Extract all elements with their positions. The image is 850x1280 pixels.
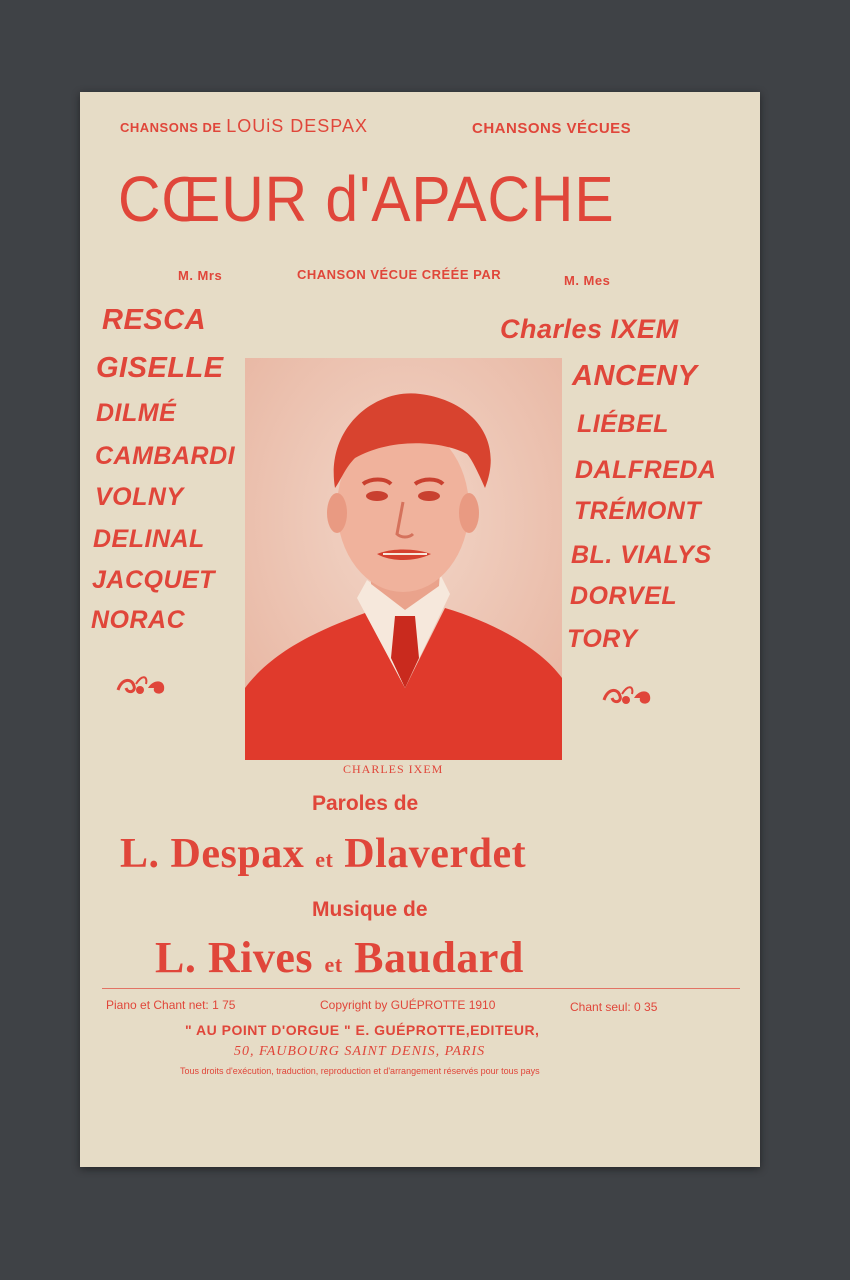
performer-left-2: GISELLE (96, 352, 224, 384)
performer-right-1: Charles IXEM (500, 314, 679, 344)
composer-a: L. Rives (155, 933, 313, 982)
performer-right-4: DALFREDA (575, 456, 717, 484)
performer-right-2: ANCENY (572, 360, 698, 392)
lyricist-et: et (315, 847, 334, 872)
lyricist-a: L. Despax (120, 831, 305, 877)
performer-right-3: LIÉBEL (577, 410, 669, 438)
header-right: CHANSONS VÉCUES (472, 120, 632, 137)
performer-right-7: DORVEL (570, 582, 678, 610)
song-title: CŒUR d'APACHE (118, 163, 615, 235)
price-voice: Chant seul: 0 35 (570, 1000, 658, 1014)
performer-left-5: VOLNY (95, 483, 184, 511)
performer-left-8: NORAC (91, 606, 186, 634)
performer-left-4: CAMBARDI (95, 442, 236, 470)
footer-divider (102, 988, 740, 989)
performer-left-6: DELINAL (93, 525, 205, 553)
performer-left-7: JACQUET (92, 566, 215, 594)
header-prefix: CHANSONS DE (120, 120, 222, 135)
header-author: LOUiS DESPAX (226, 116, 368, 136)
composer-b: Baudard (354, 933, 524, 982)
publisher-address: 50, FAUBOURG SAINT DENIS, PARIS (234, 1044, 486, 1059)
performer-right-5: TRÉMONT (574, 497, 702, 525)
portrait-photo (245, 358, 562, 760)
floral-ornament-left (114, 672, 170, 698)
sheet-music-cover (80, 92, 760, 1167)
header-left (120, 116, 368, 137)
subheader-left: M. Mrs (178, 268, 223, 283)
rights-notice: Tous droits d'exécution, traduction, reproduction et d'arrangement réservés pour tous pays (180, 1066, 540, 1076)
composers (155, 932, 524, 983)
lyricists (120, 830, 526, 878)
floral-ornament-right (600, 682, 656, 708)
lyricist-b: Dlaverdet (344, 831, 527, 877)
performer-right-8: TORY (567, 625, 638, 653)
subheader-right: M. Mes (564, 273, 611, 288)
portrait-caption: CHARLES IXEM (343, 762, 444, 776)
lyrics-label: Paroles de (312, 792, 419, 815)
performer-right-6: BL. VIALYS (571, 541, 712, 569)
portrait-illustration (245, 358, 562, 760)
music-label: Musique de (312, 898, 428, 921)
performer-left-3: DILMÉ (96, 399, 177, 427)
publisher: " AU POINT D'ORGUE " E. GUÉPROTTE,EDITEUR, (185, 1022, 540, 1038)
price-piano: Piano et Chant net: 1 75 (106, 998, 236, 1012)
subheader-center: CHANSON VÉCUE CRÉÉE PAR (297, 267, 502, 282)
performer-left-1: RESCA (102, 304, 207, 336)
composer-et: et (324, 952, 343, 977)
copyright: Copyright by GUÉPROTTE 1910 (320, 998, 496, 1012)
